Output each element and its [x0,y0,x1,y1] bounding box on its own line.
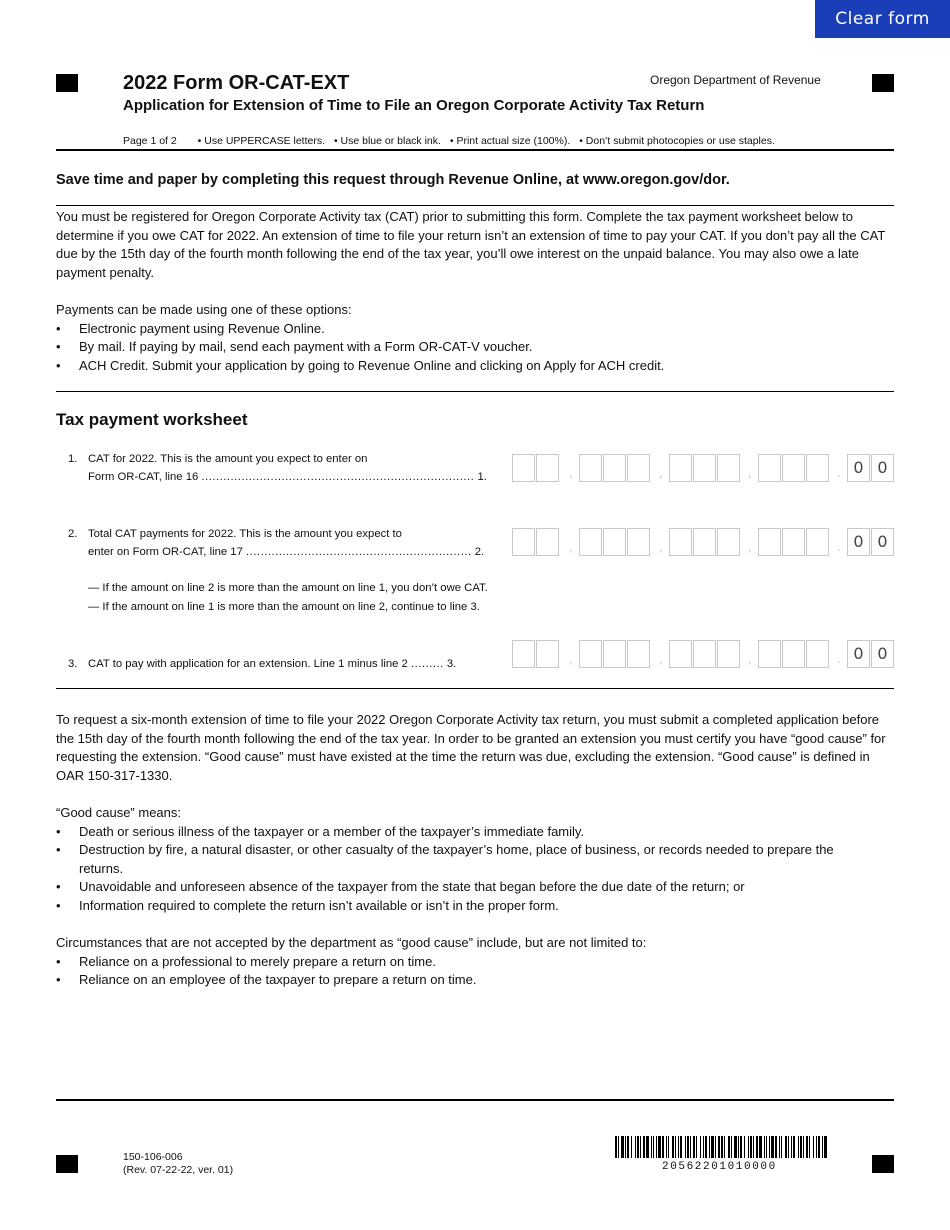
barcode-bar [824,1136,827,1158]
digit-group[interactable] [579,528,651,556]
good-cause-heading: “Good cause” means: [56,805,182,820]
barcode-bar [718,1136,720,1158]
worksheet-note: — If the amount on line 2 is more than the amount on line 1, you don’t owe CAT. [88,582,488,594]
line-text: Total CAT payments for 2022. This is the amount you expect to [88,528,402,540]
digit-group[interactable] [758,640,830,668]
good-cause-item: • Unavoidable and unforeseen absence of the taxpayer from the state that began before the due date of the return; or [56,878,896,897]
leader-dots: .............................................................. [246,546,472,558]
extension-text: To request a six-month extension of time to file your 2022 Oregon Corporate Activity tax return, you must submit a completed application before the 15th day of the fourth month following the end of the tax year. In order to be granted an extension you must certify you have “good cause” for requesting the extension. “Good cause” must have existed at the time the return was due, excluding the extension. “Good cause” is defined in OAR 150-317-1330. [56,712,886,783]
good-cause-item: • Destruction by fire, a natural disaster, or other casualty of the taxpayer’s home, place of business, or records needed to prepare the returns. [56,841,896,878]
line-ref: 2. [474,546,485,558]
header-rule [56,149,894,151]
department-name: Oregon Department of Revenue [650,73,821,87]
thousands-separator: , [748,466,752,480]
cents-group [847,528,895,556]
cents-group [847,454,895,482]
thousands-separator: , [569,466,573,480]
barcode-bar [675,1136,676,1158]
line-text: CAT for 2022. This is the amount you expect to enter on [88,453,368,465]
line-number: 2. [68,528,78,540]
barcode-bar [643,1136,645,1158]
barcode-bar [738,1136,739,1158]
digit-box[interactable] [536,454,559,482]
barcode-bar [775,1136,777,1158]
divider [56,205,894,206]
digit-box[interactable] [603,454,626,482]
barcode-bar [771,1136,774,1158]
barcode-bar [793,1136,795,1158]
barcode-bar [740,1136,742,1158]
thousands-separator: , [659,540,663,554]
barcode-bar [631,1136,632,1158]
payment-option: • By mail. If paying by mail, send each payment with a Form OR-CAT-V voucher. [56,338,896,357]
digit-box[interactable] [627,528,650,556]
digit-box[interactable] [512,640,535,668]
line-text: enter on Form OR-CAT, line 17 [88,546,243,558]
barcode-bar [756,1136,758,1158]
cents-digit: 0 [847,640,870,668]
barcode-bar [744,1136,745,1158]
barcode-bar [646,1136,649,1158]
barcode-bar [715,1136,716,1158]
digit-box[interactable] [782,640,805,668]
digit-box[interactable] [579,454,602,482]
digit-box[interactable] [579,528,602,556]
barcode-number: 20562201010000 [662,1161,777,1173]
digit-box[interactable] [536,640,559,668]
thousands-separator: , [569,540,573,554]
barcode-bar [818,1136,820,1158]
digit-group[interactable] [758,528,830,556]
barcode-bar [764,1136,765,1158]
thousands-separator: , [748,652,752,666]
cents-digit: 0 [871,528,894,556]
barcode-bar [816,1136,817,1158]
barcode-bar [680,1136,682,1158]
instruction-item: • Print actual size (100%). [449,135,571,147]
not-accepted-heading: Circumstances that are not accepted by the department as “good cause” include, but are not limited to: [56,935,647,950]
worksheet-note: — If the amount on line 1 is more than the amount on line 2, continue to line 3. [88,601,480,613]
line-text: Form OR-CAT, line 16 [88,471,199,483]
barcode-bar [748,1136,749,1158]
barcode-bar [711,1136,714,1158]
digit-box[interactable] [603,640,626,668]
barcode-bar [656,1136,657,1158]
not-accepted-item: • Reliance on a professional to merely prepare a return on time. [56,953,896,972]
decimal-point: . [837,652,841,666]
digit-box[interactable] [627,454,650,482]
line-text: CAT to pay with application for an extension. Line 1 minus line 2 [88,658,408,670]
line-3-label [56,656,506,674]
barcode-bar [803,1136,804,1158]
barcode-bar [640,1136,641,1158]
digit-box[interactable] [669,528,692,556]
thousands-separator: , [748,540,752,554]
good-cause-item: • Information required to complete the return isn’t available or isn’t in the proper form. [56,897,896,916]
digit-box[interactable] [693,640,716,668]
digit-box[interactable] [758,640,781,668]
barcode-bar [731,1136,732,1158]
barcode-bar [759,1136,762,1158]
digit-box[interactable] [717,640,740,668]
barcode-bar [800,1136,802,1158]
barcode-bar [658,1136,661,1158]
barcode-bar [687,1136,689,1158]
digit-box[interactable] [782,454,805,482]
barcode-bar [728,1136,730,1158]
intro-text: You must be registered for Oregon Corporate Activity tax (CAT) prior to submitting this form. Complete the tax payment worksheet below to determine if you owe CAT for 2022. An extension of time to file your return isn’t an extension of time to pay your CAT. If you don’t pay all the CAT due by the 15th day of the fourth month following the end of the tax year, you’ll owe interest on the unpaid balance. You may also owe a late payment penalty. [56,209,886,280]
digit-box[interactable] [717,528,740,556]
digit-box[interactable] [669,454,692,482]
clear-form-button[interactable]: Clear form [815,0,950,38]
form-title: 2022 Form OR-CAT-EXT [123,72,350,94]
thousands-separator: , [659,466,663,480]
digit-group[interactable] [512,528,560,556]
payment-options-heading: Payments can be made using one of these options: [56,302,352,317]
barcode-bar [779,1136,780,1158]
leader-dots: ........................................................................... [201,471,475,483]
barcode-bar [653,1136,654,1158]
digit-box[interactable] [512,528,535,556]
intro-paragraph [56,208,896,282]
barcode-bar [693,1136,695,1158]
digit-box[interactable] [782,528,805,556]
line-ref: 3. [446,658,457,670]
form-subtitle: Application for Extension of Time to File an Oregon Corporate Activity Tax Return [123,97,705,114]
barcode-bar [769,1136,770,1158]
cents-digit: 0 [847,454,870,482]
line-2-amount[interactable] [512,528,894,558]
digit-box[interactable] [806,454,829,482]
barcode-bar [618,1136,619,1158]
registration-mark-bottom-right [872,1155,894,1173]
digit-group[interactable] [579,640,651,668]
digit-box[interactable] [806,640,829,668]
payment-option: • Electronic payment using Revenue Online. [56,320,896,339]
thousands-separator: , [569,652,573,666]
instruction-item: • Don’t submit photocopies or use staples. [579,135,775,147]
decimal-point: . [837,540,841,554]
registration-mark-top-left [56,74,78,92]
barcode-bar [806,1136,808,1158]
line-3-amount[interactable] [512,640,894,670]
page-number: Page 1 of 2 [123,135,177,147]
worksheet-title: Tax payment worksheet [56,410,248,429]
leader-dots: ......... [410,658,444,670]
digit-group[interactable] [579,454,651,482]
barcode-bar [750,1136,752,1158]
instruction-item: • Use UPPERCASE letters. [197,135,326,147]
decimal-point: . [837,466,841,480]
good-cause-item: • Death or serious illness of the taxpayer or a member of the taxpayer’s immediate family. [56,823,896,842]
barcode-bar [635,1136,636,1158]
barcode-bar [721,1136,723,1158]
form-id [123,1151,233,1177]
barcode-bar [705,1136,707,1158]
barcode-bar [709,1136,710,1158]
line-1-label [56,451,506,487]
barcode-bar [666,1136,667,1158]
barcode-bar [627,1136,629,1158]
barcode-bar [813,1136,814,1158]
digit-box[interactable] [536,528,559,556]
footer-rule [56,1099,894,1101]
thousands-separator: , [659,652,663,666]
line-number: 3. [68,658,78,670]
line-1-amount[interactable] [512,454,894,484]
barcode-bar [822,1136,823,1158]
line-ref: 1. [477,471,487,483]
barcode-bar [615,1136,617,1158]
digit-box[interactable] [693,528,716,556]
barcode-bar [781,1136,782,1158]
barcode-image [615,1136,827,1158]
digit-box[interactable] [693,454,716,482]
extension-paragraph [56,711,896,785]
digit-group[interactable] [669,528,741,556]
digit-box[interactable] [758,528,781,556]
form-revision: (Rev. 07-22-22, ver. 01) [123,1164,234,1176]
barcode-bar [798,1136,799,1158]
digit-group[interactable] [669,640,741,668]
barcode-bar [700,1136,701,1158]
barcode-bar [672,1136,674,1158]
digit-box[interactable] [627,640,650,668]
barcode-bar [734,1136,737,1158]
payment-options [56,301,896,375]
barcode-bar [809,1136,810,1158]
payment-option: • ACH Credit. Submit your application by going to Revenue Online and clicking on Apply for ACH credit. [56,357,896,376]
digit-box[interactable] [579,640,602,668]
line-number: 1. [68,453,78,465]
barcode-bar [668,1136,669,1158]
digit-box[interactable] [758,454,781,482]
digit-group[interactable] [512,640,560,668]
barcode-bar [753,1136,754,1158]
not-accepted-item: • Reliance on an employee of the taxpayer to prepare a return on time. [56,971,896,990]
divider [56,688,894,689]
not-accepted-list [56,934,896,990]
cents-group [847,640,895,668]
digit-box[interactable] [717,454,740,482]
instructions-bar [123,135,793,147]
form-number: 150-106-006 [123,1151,183,1163]
barcode-bar [766,1136,767,1158]
barcode-bar [703,1136,704,1158]
barcode-bar [678,1136,679,1158]
cents-digit: 0 [847,528,870,556]
barcode-bar [685,1136,686,1158]
barcode-bar [651,1136,652,1158]
digit-box[interactable] [603,528,626,556]
digit-group[interactable] [758,454,830,482]
barcode-bar [788,1136,789,1158]
barcode-bar [690,1136,691,1158]
barcode-bar [621,1136,624,1158]
digit-box[interactable] [512,454,535,482]
digit-group[interactable] [512,454,560,482]
registration-mark-bottom-left [56,1155,78,1173]
registration-mark-top-right [872,74,894,92]
cents-digit: 0 [871,640,894,668]
cents-digit: 0 [871,454,894,482]
barcode-bar [637,1136,639,1158]
digit-box[interactable] [806,528,829,556]
revenue-online-notice: Save time and paper by completing this request through Revenue Online, at www.oregon.gov/dor. [56,172,730,188]
good-cause-list [56,804,896,916]
instruction-item: • Use blue or black ink. [333,135,441,147]
barcode-bar [696,1136,697,1158]
digit-group[interactable] [669,454,741,482]
barcode-bar [625,1136,626,1158]
barcode-bar [724,1136,725,1158]
digit-box[interactable] [669,640,692,668]
barcode-bar [791,1136,792,1158]
line-2-label [56,526,506,562]
barcode-bar [662,1136,664,1158]
barcode-bar [785,1136,787,1158]
divider [56,391,894,392]
